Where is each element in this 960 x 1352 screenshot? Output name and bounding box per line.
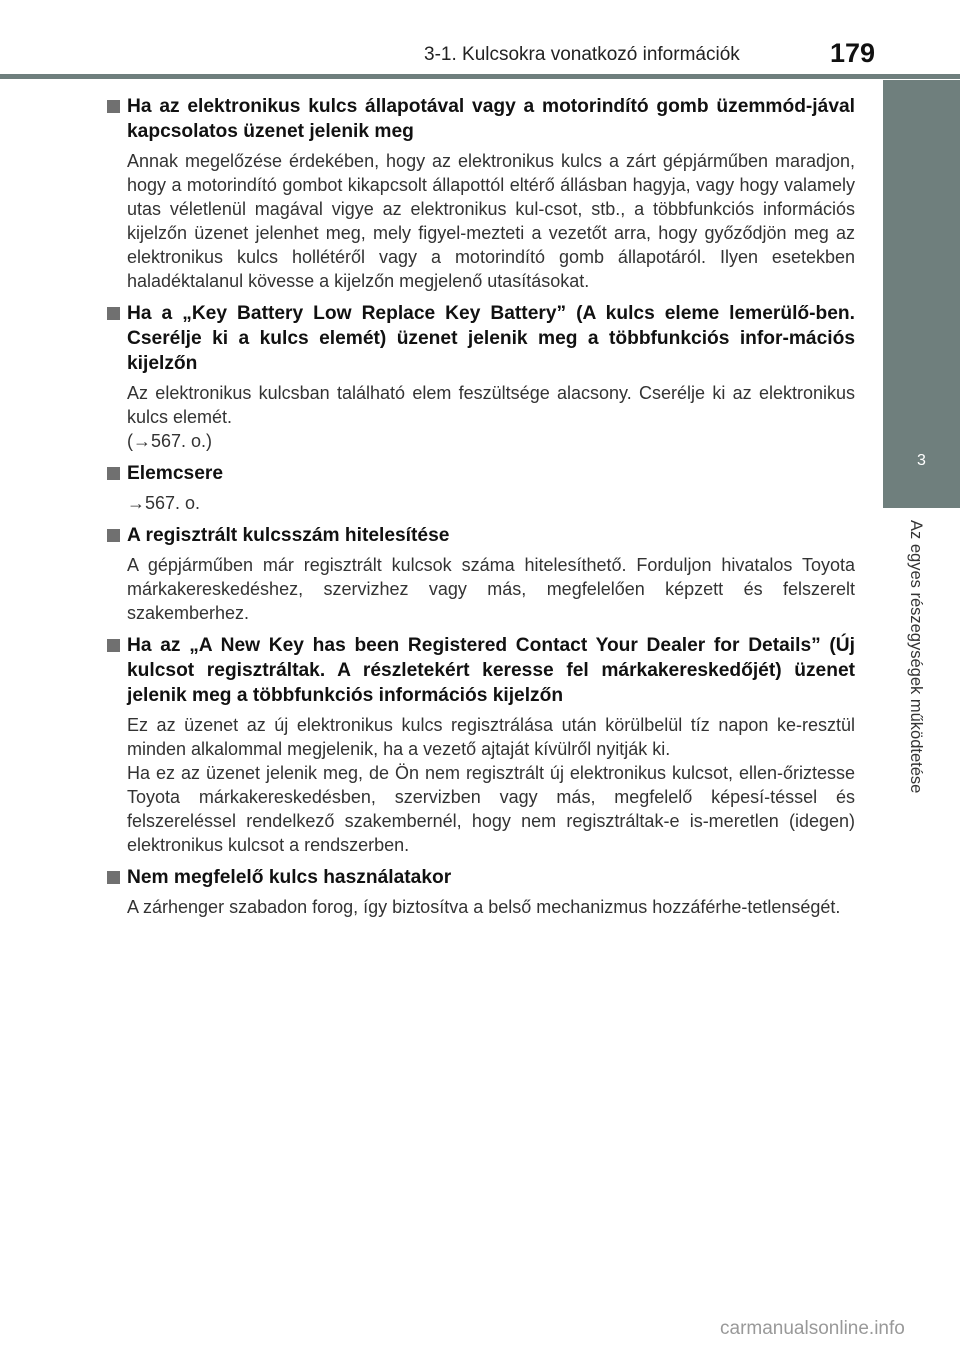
section-body bbox=[127, 713, 855, 857]
paragraph: A zárhenger szabadon forog, így biztosítva a belső mechanizmus hozzáférhe-tetlenségét. bbox=[127, 897, 841, 917]
side-tab-upper bbox=[883, 80, 960, 432]
chapter-side-label bbox=[903, 520, 927, 860]
square-bullet-icon bbox=[107, 529, 120, 542]
section-body bbox=[127, 895, 855, 919]
square-bullet-icon bbox=[107, 307, 120, 320]
paragraph: Annak megelőzése érdekében, hogy az elektronikus kulcs a zárt gépjárműben maradjon, hogy a motorindító gombot kikapcsolt állapottól eltérő állásban hagyja, vagy hogy valamely utas véletlenül magával vigye az elektronikus kul-csot, stb., a többfunkciós információs kijelzőn üzenet jelenhet meg, mely figyel-mezteti a vezetőt arra, hogy győződjön meg az elektronikus kulcs hollétéről vagy a motorindító gomb állapotáról. Ilyen esetekben haladéktalanul kövesse a kijelzőn megjelenő utasításokat. bbox=[127, 151, 855, 291]
section-key-count-verification bbox=[107, 523, 855, 625]
square-bullet-icon bbox=[107, 100, 120, 113]
section-heading-text: Ha a „Key Battery Low Replace Key Battery” (A kulcs eleme lemerülő-ben. Cserélje ki a kulcs elemét) üzenet jelenik meg a többfunkciós infor-mációs kijelzőn bbox=[127, 303, 855, 374]
header-rule bbox=[0, 74, 960, 79]
section-heading-text: Elemcsere bbox=[127, 463, 224, 484]
square-bullet-icon bbox=[107, 639, 120, 652]
section-heading bbox=[107, 865, 855, 890]
paragraph: Ha ez az üzenet jelenik meg, de Ön nem regisztrált új elektronikus kulcsot, ellen-őriztesse Toyota márkakereskedésben, szervizben vagy más, megfelelő képesí-téssel és felszereléssel rendelkező szakembernél, hogy nem regisztráltak-e is-meretlen (idegen) elektronikus kulcsot a rendszerben. bbox=[127, 763, 855, 855]
page-number: 179 bbox=[830, 38, 876, 68]
section-battery-replacement bbox=[107, 461, 855, 515]
page-content bbox=[107, 94, 855, 927]
watermark: carmanualsonline.info bbox=[720, 1318, 905, 1339]
page-reference: →567. o. bbox=[127, 493, 201, 513]
section-heading-text: Ha az elektronikus kulcs állapotával vagy a motorindító gomb üzemmód-jával kapcsolatos üzenet jelenik meg bbox=[127, 96, 855, 142]
section-wrong-key-use bbox=[107, 865, 855, 919]
section-body bbox=[127, 381, 855, 453]
paragraph: A gépjárműben már regisztrált kulcsok száma hitelesíthető. Forduljon hivatalos Toyota márkakereskedéshez, szervizhez vagy más, megfelelően képzett és felszerelt szakemberhez. bbox=[127, 555, 855, 623]
section-key-mode-message bbox=[107, 94, 855, 293]
section-heading bbox=[107, 94, 855, 144]
section-body bbox=[127, 149, 855, 293]
section-body bbox=[127, 491, 855, 515]
page-header-title: 3-1. Kulcsokra vonatkozó információk bbox=[424, 44, 740, 65]
section-heading bbox=[107, 461, 855, 486]
section-body bbox=[127, 553, 855, 625]
page-reference: (→567. o.) bbox=[127, 431, 213, 451]
section-heading bbox=[107, 523, 855, 548]
section-heading-text: Nem megfelelő kulcs használatakor bbox=[127, 867, 452, 888]
section-heading-text: A regisztrált kulcsszám hitelesítése bbox=[127, 525, 450, 546]
chapter-tab bbox=[883, 432, 960, 508]
section-heading-text: Ha az „A New Key has been Registered Contact Your Dealer for Details” (Új kulcsot regisztráltak. A részletekért keresse fel márkakereskedőjét) üzenet jelenik meg a többfunkciós információs kijelzőn bbox=[127, 635, 855, 706]
chapter-number: 3 bbox=[917, 452, 926, 469]
paragraph: Az elektronikus kulcsban található elem feszültsége alacsony. Cserélje ki az elektronikus kulcs elemét. bbox=[127, 383, 855, 427]
section-heading bbox=[107, 301, 855, 376]
chapter-title-vertical: Az egyes részegységek működtetése bbox=[907, 520, 925, 794]
square-bullet-icon bbox=[107, 467, 120, 480]
section-key-battery-low bbox=[107, 301, 855, 453]
square-bullet-icon bbox=[107, 871, 120, 884]
section-new-key-registered bbox=[107, 633, 855, 857]
section-heading bbox=[107, 633, 855, 708]
paragraph: Ez az üzenet az új elektronikus kulcs regisztrálása után körülbelül tíz napon ke-resztül minden alkalommal megjelenik, ha a vezető ajtaját kívülről nyitják ki. bbox=[127, 715, 855, 759]
